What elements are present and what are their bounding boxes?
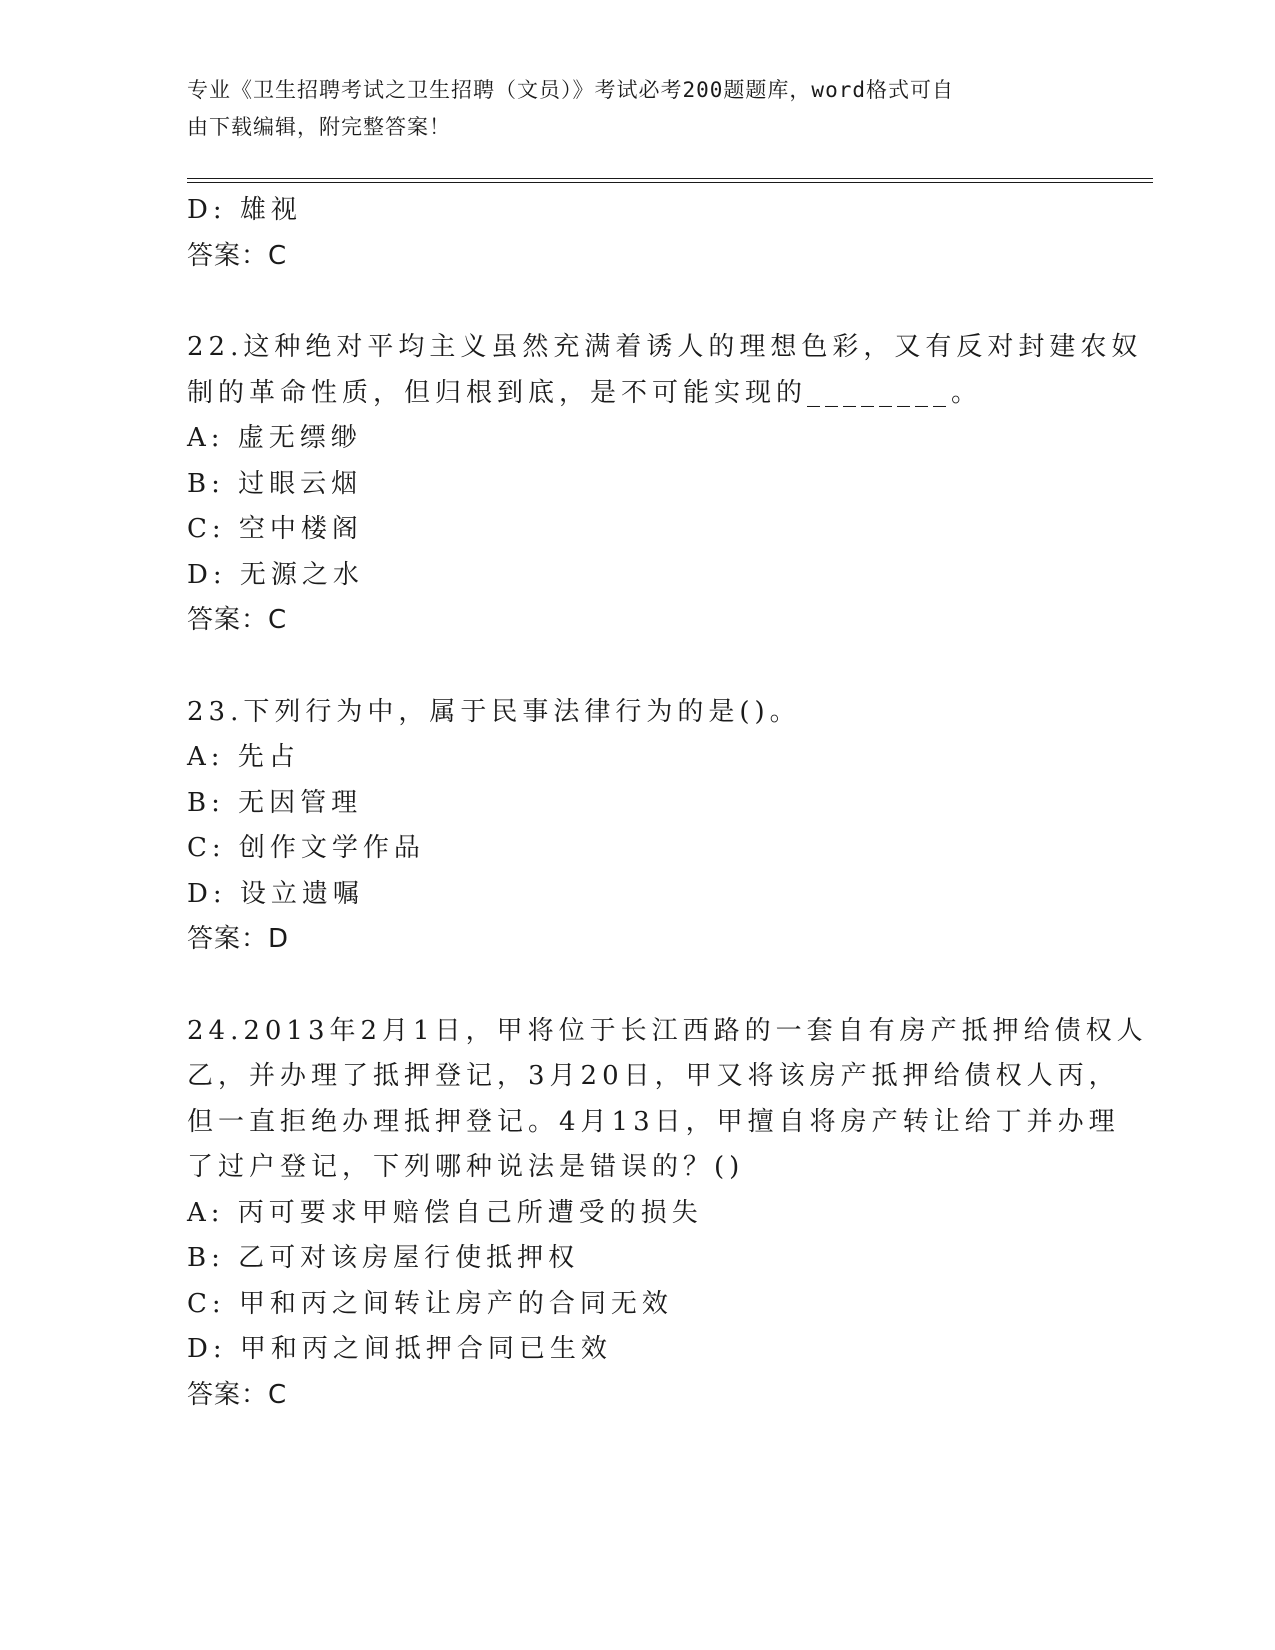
header-line: 专业《卫生招聘考试之卫生招聘（文员）》考试必考200题题库，word格式可自	[187, 78, 954, 102]
option-d: D: 无源之水	[187, 559, 364, 590]
answer: 答案：C	[187, 605, 288, 635]
header-line: 由下载编辑，附完整答案！	[187, 115, 451, 139]
question-text: 但一直拒绝办理抵押登记。4月13日，甲擅自将房产转让给丁并办理	[187, 1106, 1120, 1137]
option-c: C: 创作文学作品	[187, 833, 425, 863]
question-previous	[187, 188, 1087, 279]
option-c: C: 甲和丙之间转让房产的合同无效	[187, 1288, 673, 1319]
spacer	[187, 644, 1087, 690]
option-d: D: 设立遗嘱	[187, 878, 364, 909]
option-a: A: 虚无缥缈	[187, 423, 362, 453]
option-b: B: 乙可对该房屋行使抵押权	[187, 1243, 580, 1273]
question-text: 22.这种绝对平均主义虽然充满着诱人的理想色彩，又有反对封建农奴	[187, 332, 1143, 362]
question-22	[187, 325, 1143, 644]
option-c: C: 空中楼阁	[187, 514, 363, 544]
question-text: 了过户登记，下列哪种说法是错误的？()	[187, 1152, 745, 1182]
document-body	[187, 188, 1148, 1418]
header-double-rule	[187, 178, 1153, 183]
option-d: D: 雄视	[187, 195, 302, 225]
question-text: 23.下列行为中，属于民事法律行为的是()。	[187, 696, 801, 727]
question-text: 制的革命性质，但归根到底，是不可能实现的________。	[187, 377, 983, 408]
question-text: 乙，并办理了抵押登记，3月20日，甲又将该房产抵押给债权人丙，	[187, 1061, 1120, 1091]
question-24	[187, 1009, 1148, 1419]
answer: 答案：D	[187, 924, 290, 954]
answer: 答案：C	[187, 240, 288, 271]
spacer	[187, 963, 1087, 1009]
question-23	[187, 690, 1087, 963]
answer: 答案：C	[187, 1379, 288, 1410]
option-a: A: 丙可要求甲赔偿自己所遭受的损失	[187, 1197, 703, 1228]
option-b: B: 过眼云烟	[187, 468, 363, 499]
option-a: A: 先占	[187, 742, 300, 772]
spacer	[187, 279, 1087, 325]
question-text: 24.2013年2月1日，甲将位于长江西路的一套自有房产抵押给债权人	[187, 1015, 1148, 1046]
option-d: D: 甲和丙之间抵押合同已生效	[187, 1334, 612, 1364]
document-header	[187, 72, 1087, 146]
option-b: B: 无因管理	[187, 787, 363, 818]
